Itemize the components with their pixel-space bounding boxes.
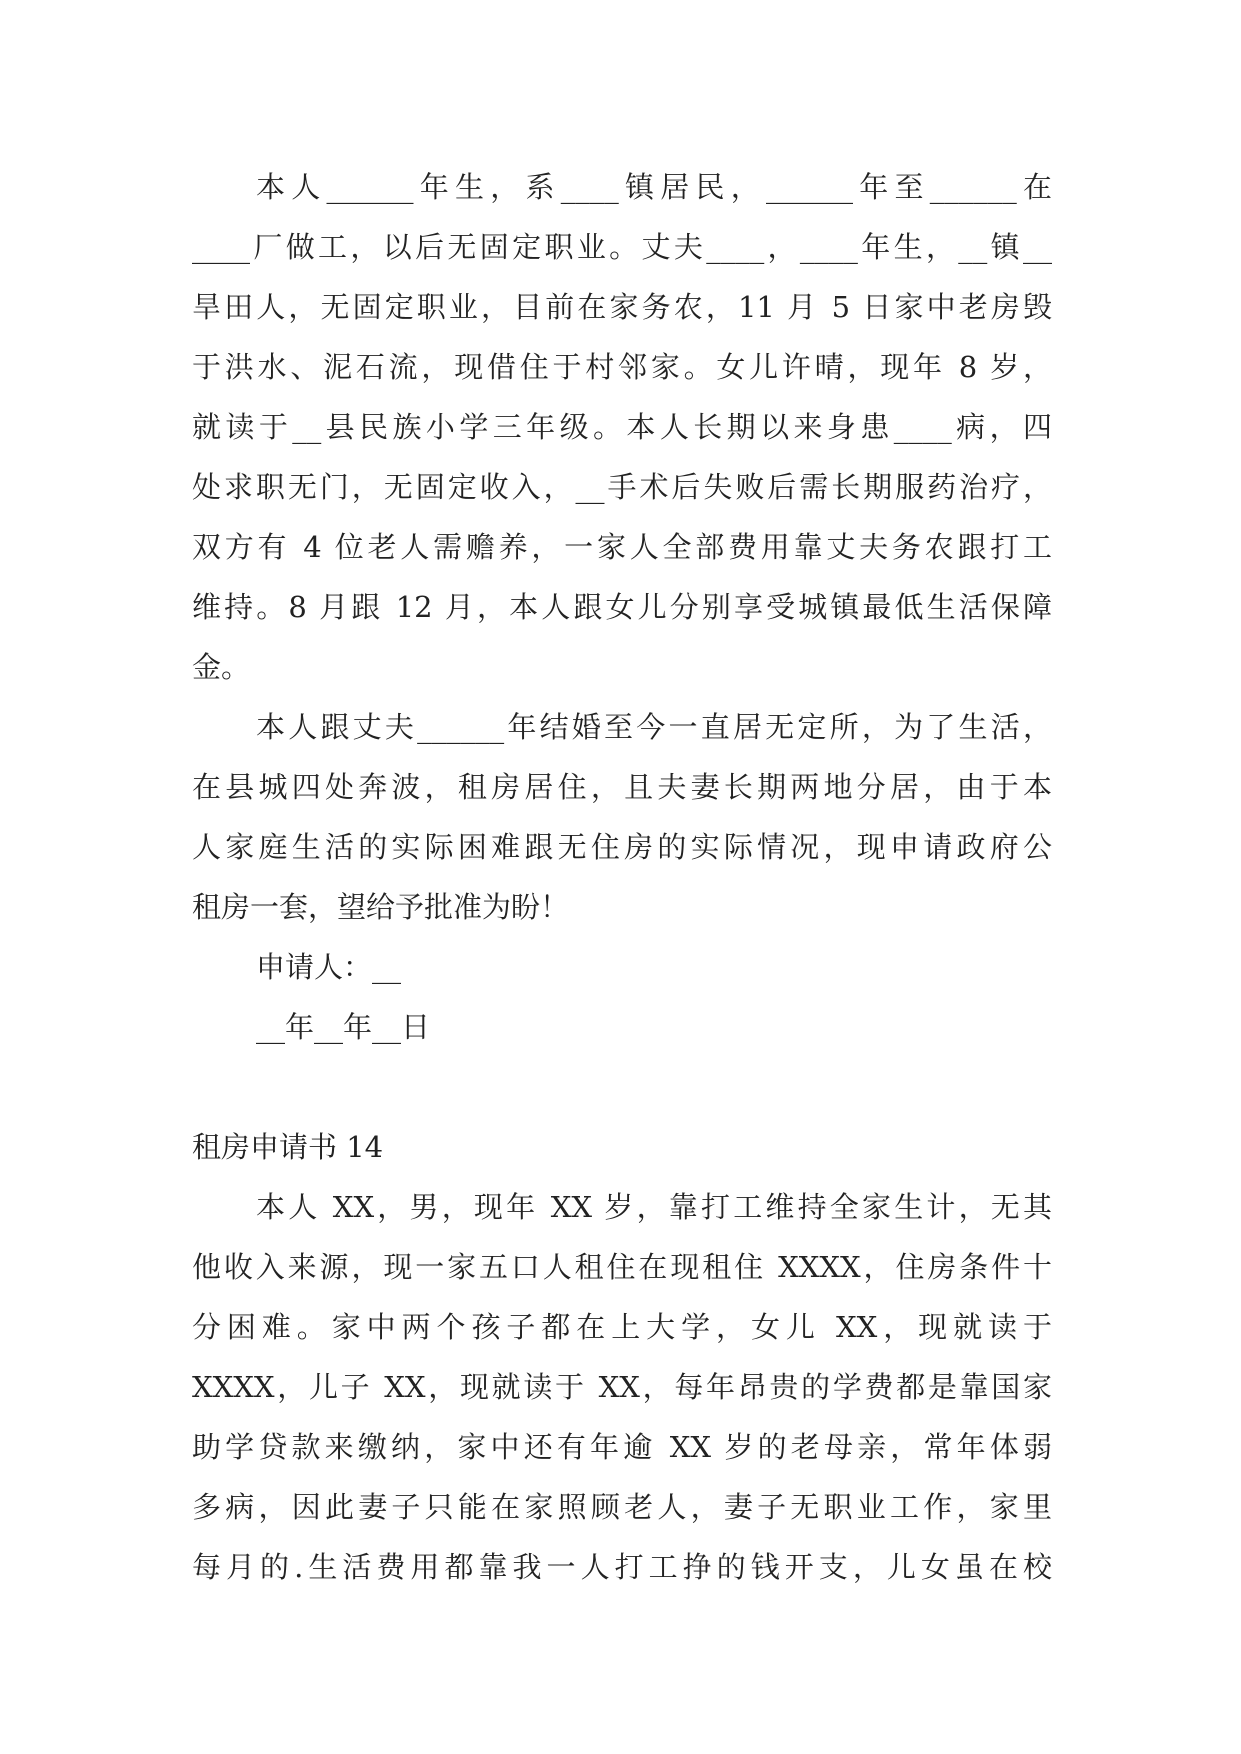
- date-line: __年__年__日: [256, 1010, 431, 1044]
- paragraph-3-line-1: 本人 XX，男，现年 XX 岁，靠打工维持全家生计，无其: [256, 1190, 1052, 1224]
- paragraph-3-line-2: 他收入来源，现一家五口人租住在现租住 XXXX，住房条件十: [192, 1250, 1052, 1284]
- section-title: 租房申请书 14: [192, 1130, 384, 1164]
- applicant-line: 申请人：__: [256, 950, 402, 984]
- paragraph-3-line-5: 助学贷款来缴纳，家中还有年逾 XX 岁的老母亲，常年体弱: [192, 1430, 1052, 1464]
- paragraph-3-line-3: 分困难。家中两个孩子都在上大学，女儿 XX，现就读于: [192, 1310, 1052, 1344]
- paragraph-3-line-6: 多病，因此妻子只能在家照顾老人，妻子无职业工作，家里: [192, 1490, 1052, 1524]
- paragraph-1-line-7: 双方有 4 位老人需赡养，一家人全部费用靠丈夫务农跟打工: [192, 530, 1052, 564]
- paragraph-1-line-5: 就读于__县民族小学三年级。本人长期以来身患____病，四: [192, 410, 1052, 444]
- paragraph-2-line-2: 在县城四处奔波，租房居住，且夫妻长期两地分居，由于本: [192, 770, 1052, 804]
- paragraph-3-line-4: XXXX，儿子 XX，现就读于 XX，每年昂贵的学费都是靠国家: [192, 1370, 1052, 1404]
- paragraph-1-line-1: 本人______年生，系____镇居民，______年至______在: [256, 170, 1052, 204]
- paragraph-1-line-8: 维持。8 月跟 12 月，本人跟女儿分别享受城镇最低生活保障: [192, 590, 1052, 624]
- paragraph-2-line-1: 本人跟丈夫______年结婚至今一直居无定所，为了生活，: [256, 710, 1052, 744]
- paragraph-1-line-6: 处求职无门，无固定收入，__手术后失败后需长期服药治疗，: [192, 470, 1052, 504]
- paragraph-1-line-9: 金。: [192, 650, 251, 684]
- paragraph-1-line-4: 于洪水、泥石流，现借住于村邻家。女儿许晴，现年 8 岁，: [192, 350, 1052, 384]
- paragraph-1-line-2: ____厂做工，以后无固定职业。丈夫____，____年生，__镇__: [192, 230, 1052, 264]
- paragraph-2-line-4: 租房一套，望给予批准为盼！: [192, 890, 570, 924]
- paragraph-2-line-3: 人家庭生活的实际困难跟无住房的实际情况，现申请政府公: [192, 830, 1052, 864]
- paragraph-1-line-3: 旱田人，无固定职业，目前在家务农，11 月 5 日家中老房毁: [192, 290, 1052, 324]
- paragraph-3-line-7: 每月的.生活费用都靠我一人打工挣的钱开支，儿女虽在校: [192, 1550, 1052, 1584]
